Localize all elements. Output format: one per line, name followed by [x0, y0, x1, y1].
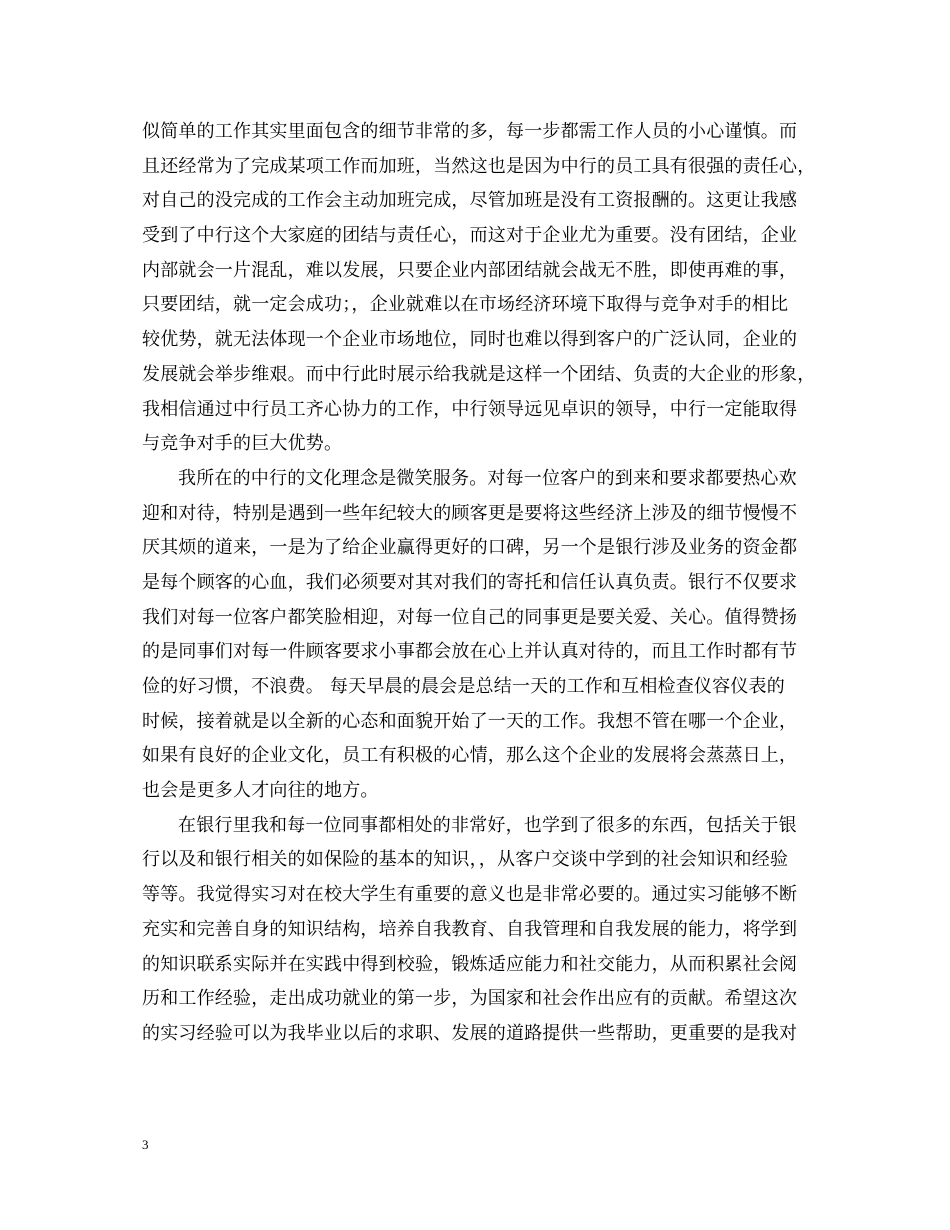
text-line: 俭的好习惯，不浪费。 每天早晨的晨会是总结一天的工作和互相检查仪容仪表的 — [142, 676, 785, 697]
text-line: 迎和对待，特别是遇到一些年纪较大的顾客更是要将这些经济上涉及的细节慢慢不 — [142, 502, 798, 524]
text-line: 对自己的没完成的工作会主动加班完成，尽管加班是没有工资报酬的。这更让我感 — [142, 190, 798, 212]
text-line: 时候，接着就是以全新的心态和面貌开始了一天的工作。我想不管在哪一个企业， — [142, 710, 798, 732]
text-line: 且还经常为了完成某项工作而加班，当然这也是因为中行的员工具有很强的责任心， — [142, 155, 816, 177]
text-line: 充实和完善自身的知识结构，培养自我教育、自我管理和自我发展的能力，将学到 — [142, 918, 798, 940]
text-line: 厌其烦的道来，一是为了给企业赢得更好的口碑，另一个是银行涉及业务的资金都 — [142, 537, 798, 559]
text-line: 较优势，就无法体现一个企业市场地位，同时也难以得到客户的广泛认同，企业的 — [142, 329, 798, 351]
text-line: 似简单的工作其实里面包含的细节非常的多，每一步都需工作人员的小心谨慎。而 — [142, 121, 798, 142]
page-number: 3 — [142, 1137, 149, 1152]
text-line: 受到了中行这个大家庭的团结与责任心，而这对于企业尤为重要。没有团结，企业 — [142, 225, 798, 247]
text-line: 与竞争对手的巨大优势。 — [142, 433, 343, 455]
text-line: 发展就会举步维艰。而中行此时展示给我就是这样一个团结、负责的大企业的形象， — [142, 363, 816, 385]
text-line: 的是同事们对每一件顾客要求小事都会放在心上并认真对待的，而且工作时都有节 — [142, 641, 798, 663]
text-line: 行以及和银行相关的如保险的基本的知识，，从客户交谈中学到的社会知识和经验 — [142, 849, 789, 871]
text-line: 只要团结，就一定会成功；，企业就难以在市场经济环境下取得与竞争对手的相比 — [142, 294, 789, 316]
text-line: 也会是更多人才向往的地方。 — [142, 780, 379, 802]
text-line: 内部就会一片混乱，难以发展，只要企业内部团结就会战无不胜，即使再难的事， — [142, 259, 798, 281]
text-line: 如果有良好的企业文化，员工有积极的心情，那么这个企业的发展将会蒸蒸日上， — [142, 745, 798, 767]
text-line: 我们对每一位客户都笑脸相迎，对每一位自己的同事更是要关爱、关心。值得赞扬 — [142, 606, 798, 628]
text-line: 是每个顾客的心血，我们必须要对其对我们的寄托和信任认真负责。银行不仅要求 — [142, 571, 798, 593]
paragraph-first-line: 在银行里我和每一位同事都相处的非常好，也学到了很多的东西，包括关于银 — [178, 814, 797, 836]
body-text — [142, 115, 822, 1052]
paragraph-first-line: 我所在的中行的文化理念是微笑服务。对每一位客户的到来和要求都要热心欢 — [178, 467, 797, 489]
text-line: 等等。我觉得实习对在校大学生有重要的意义也是非常必要的。通过实习能够不断 — [142, 884, 798, 906]
text-line: 历和工作经验，走出成功就业的第一步，为国家和社会作出应有的贡献。希望这次 — [142, 988, 798, 1010]
text-line: 的知识联系实际并在实践中得到校验，锻炼适应能力和社交能力，从而积累社会阅 — [142, 953, 798, 975]
text-line: 的实习经验可以为我毕业以后的求职、发展的道路提供一些帮助，更重要的是我对 — [142, 1022, 798, 1044]
text-line: 我相信通过中行员工齐心协力的工作，中行领导远见卓识的领导，中行一定能取得 — [142, 398, 798, 420]
